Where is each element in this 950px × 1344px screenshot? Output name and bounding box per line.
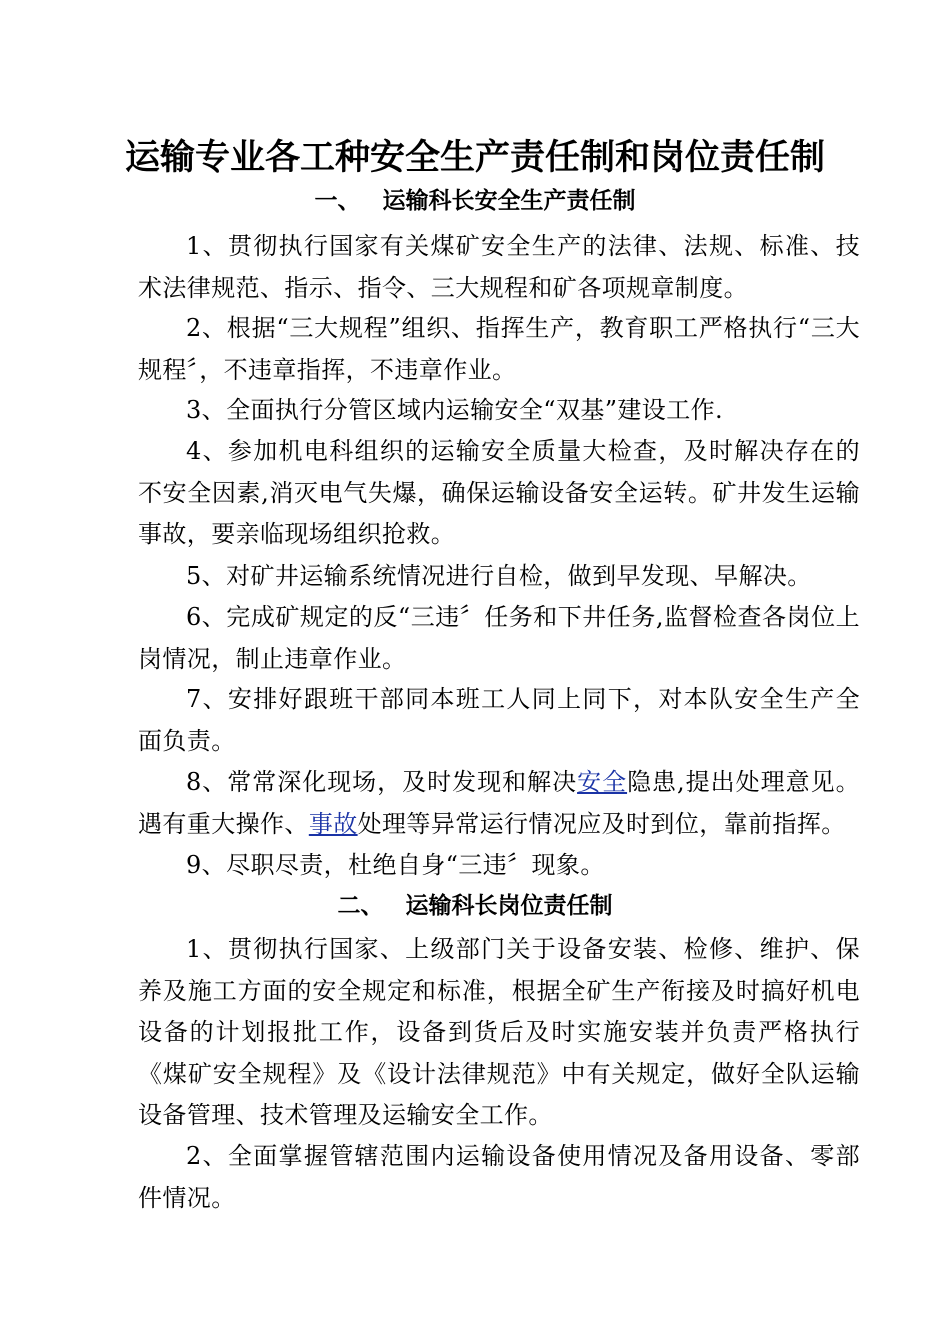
list-item: 6、完成矿规定的反“三违〞任务和下井任务,监督检查各岗位上岗情况，制止违章作业。: [138, 603, 860, 673]
list-item: 2、全面掌握管辖范围内运输设备使用情况及备用设备、零部件情况。: [138, 1142, 860, 1212]
document-title: 运输专业各工种安全生产责任制和岗位责任制: [124, 137, 825, 178]
list-item: 4、参加机电科组织的运输安全质量大检查，及时解决存在的不安全因素,消灭电气失爆，确保运输设备安全运转。矿井发生运输事故，要亲临现场组织抢救。: [138, 437, 860, 549]
list-item: 1、贯彻执行国家有关煤矿安全生产的法律、法规、标准、技术法律规范、指示、指令、三大规程和矿各项规章制度。: [138, 232, 860, 302]
list-item: 2、根据“三大规程”组织、指挥生产，教育职工严格执行“三大规程〞，不违章指挥，不违章作业。: [138, 314, 860, 384]
safety-link[interactable]: 安全: [577, 768, 628, 796]
list-item: 1、贯彻执行国家、上级部门关于设备安装、检修、维护、保养及施工方面的安全规定和标准，根据全矿生产衔接及时搞好机电设备的计划报批工作，设备到货后及时实施安装并负责严格执行《煤矿安全规程》及《设计法律规范》中有关规定，做好全队运输设备管理、技术管理及运输安全工作。: [138, 935, 860, 1130]
item-text: 处理等异常运行情况应及时到位，靠前指挥。: [357, 809, 846, 838]
list-item: 9、尽职尽责，杜绝自身“三违〞现象。: [186, 851, 605, 879]
section-heading-1: [0, 186, 950, 216]
list-item: 7、安排好跟班干部同本班工人同上同下，对本队安全生产全面负责。: [138, 685, 860, 755]
list-item: [138, 762, 860, 845]
section-heading-text: 运输科长岗位责任制: [405, 892, 613, 919]
list-item: 3、全面执行分管区域内运输安全“双基”建设工作.: [186, 396, 724, 424]
section-number: 一、: [314, 187, 361, 214]
accident-link[interactable]: 事故: [308, 809, 358, 838]
list-item: 5、对矿井运输系统情况进行自检，做到早发现、早解决。: [186, 562, 812, 590]
item-text: 隐患,提出处理意见。遇有重大操作、: [138, 768, 860, 838]
section-heading-text: 运输科长安全生产责任制: [382, 187, 636, 214]
item-text: 8、常常深化现场，及时发现和解决: [186, 768, 578, 796]
section-heading-2: [0, 891, 950, 921]
section-number: 二、: [337, 892, 384, 919]
